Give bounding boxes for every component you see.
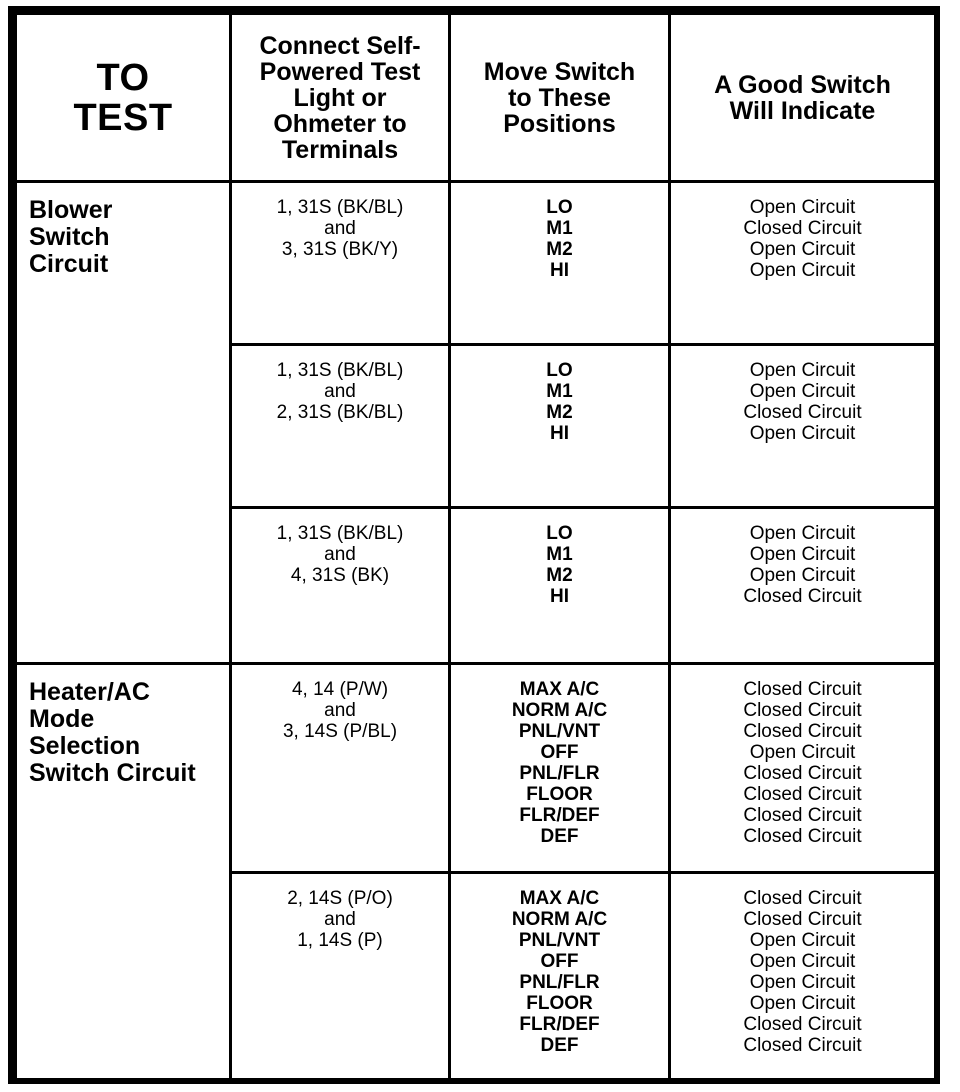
terminal-line: 1, 31S (BK/BL) <box>276 360 404 381</box>
terminal-line: 3, 31S (BK/Y) <box>281 239 399 260</box>
header-to-test: TO TEST <box>16 14 231 182</box>
terminal-line: and <box>324 381 356 402</box>
terminal-line: 1, 31S (BK/BL) <box>276 523 404 544</box>
results-cell <box>670 182 936 345</box>
header-good-switch: A Good Switch Will Indicate <box>670 14 936 182</box>
positions-cell <box>450 873 670 1082</box>
terminals-cell <box>231 345 450 508</box>
result-line: Open Circuit <box>749 742 856 763</box>
group-label-line: Switch <box>29 223 110 251</box>
terminal-line: and <box>324 544 356 565</box>
position-line: LO <box>546 197 573 218</box>
result-line: Open Circuit <box>749 381 856 402</box>
terminals-cell <box>231 873 450 1082</box>
positions-cell <box>450 508 670 664</box>
result-line: Open Circuit <box>749 523 856 544</box>
position-line: MAX A/C <box>519 679 600 700</box>
group-label <box>16 182 231 664</box>
result-line: Open Circuit <box>749 544 856 565</box>
result-line: Open Circuit <box>749 930 856 951</box>
position-line: M2 <box>546 402 573 423</box>
terminal-line: 1, 31S (BK/BL) <box>276 197 404 218</box>
result-line: Open Circuit <box>749 239 856 260</box>
positions-cell <box>450 182 670 345</box>
results-cell <box>670 664 936 873</box>
result-line: Closed Circuit <box>743 721 862 742</box>
result-line: Closed Circuit <box>743 784 862 805</box>
position-line: NORM A/C <box>511 909 608 930</box>
result-line: Closed Circuit <box>743 909 862 930</box>
result-line: Closed Circuit <box>743 586 862 607</box>
results-cell <box>670 873 936 1082</box>
terminal-line: 1, 14S (P) <box>297 930 383 951</box>
position-line: PNL/VNT <box>518 930 601 951</box>
result-line: Closed Circuit <box>743 402 862 423</box>
position-line: MAX A/C <box>519 888 600 909</box>
result-line: Open Circuit <box>749 360 856 381</box>
result-line: Closed Circuit <box>743 1014 862 1035</box>
position-line: LO <box>546 523 573 544</box>
position-line: M2 <box>546 239 573 260</box>
group-label <box>16 664 231 1082</box>
terminal-line: and <box>324 218 356 239</box>
position-line: HI <box>550 260 569 281</box>
position-line: M1 <box>546 218 573 239</box>
result-line: Closed Circuit <box>743 700 862 721</box>
positions-cell <box>450 664 670 873</box>
table-body <box>16 182 936 1082</box>
group-label-line: Selection <box>29 732 141 760</box>
header-row <box>16 14 936 182</box>
position-line: DEF <box>540 826 579 847</box>
result-line: Open Circuit <box>749 197 856 218</box>
result-line: Open Circuit <box>749 260 856 281</box>
result-line: Open Circuit <box>749 972 856 993</box>
terminal-line: 4, 14 (P/W) <box>291 679 389 700</box>
position-line: NORM A/C <box>511 700 608 721</box>
table-row <box>16 664 936 873</box>
position-line: M1 <box>546 381 573 402</box>
group-label-line: Circuit <box>29 250 109 278</box>
terminal-line: and <box>324 700 356 721</box>
terminals-cell <box>231 182 450 345</box>
position-line: LO <box>546 360 573 381</box>
position-line: PNL/VNT <box>518 721 601 742</box>
position-line: FLR/DEF <box>519 805 600 826</box>
result-line: Open Circuit <box>749 565 856 586</box>
result-line: Closed Circuit <box>743 763 862 784</box>
group-label-line: Heater/AC <box>29 678 150 706</box>
terminal-line: 3, 14S (P/BL) <box>282 721 398 742</box>
header-connect: Connect Self- Powered Test Light or Ohmeter to Terminals <box>231 14 450 182</box>
group-label-line: Mode <box>29 705 95 733</box>
position-line: PNL/FLR <box>519 972 600 993</box>
result-line: Closed Circuit <box>743 679 862 700</box>
position-line: HI <box>550 586 569 607</box>
header-move-switch: Move Switch to These Positions <box>450 14 670 182</box>
result-line: Closed Circuit <box>743 826 862 847</box>
table-row <box>16 182 936 345</box>
terminal-line: 2, 14S (P/O) <box>287 888 393 909</box>
terminal-line: 4, 31S (BK) <box>290 565 390 586</box>
result-line: Closed Circuit <box>743 888 862 909</box>
positions-cell <box>450 345 670 508</box>
position-line: HI <box>550 423 569 444</box>
terminal-line: 2, 31S (BK/BL) <box>276 402 404 423</box>
terminals-cell <box>231 664 450 873</box>
position-line: DEF <box>540 1035 579 1056</box>
position-line: OFF <box>540 742 579 763</box>
group-label-line: Switch Circuit <box>29 759 196 787</box>
position-line: OFF <box>540 951 579 972</box>
position-line: M1 <box>546 544 573 565</box>
position-line: FLOOR <box>526 993 593 1014</box>
result-line: Open Circuit <box>749 951 856 972</box>
position-line: PNL/FLR <box>519 763 600 784</box>
position-line: FLOOR <box>526 784 593 805</box>
result-line: Closed Circuit <box>743 1035 862 1056</box>
result-line: Open Circuit <box>749 423 856 444</box>
terminals-cell <box>231 508 450 664</box>
terminal-line: and <box>324 909 356 930</box>
results-cell <box>670 345 936 508</box>
group-label-line: Blower <box>29 196 113 224</box>
results-cell <box>670 508 936 664</box>
result-line: Closed Circuit <box>743 805 862 826</box>
position-line: M2 <box>546 565 573 586</box>
switch-test-table <box>14 12 937 1083</box>
position-line: FLR/DEF <box>519 1014 600 1035</box>
result-line: Closed Circuit <box>743 218 862 239</box>
result-line: Open Circuit <box>749 993 856 1014</box>
